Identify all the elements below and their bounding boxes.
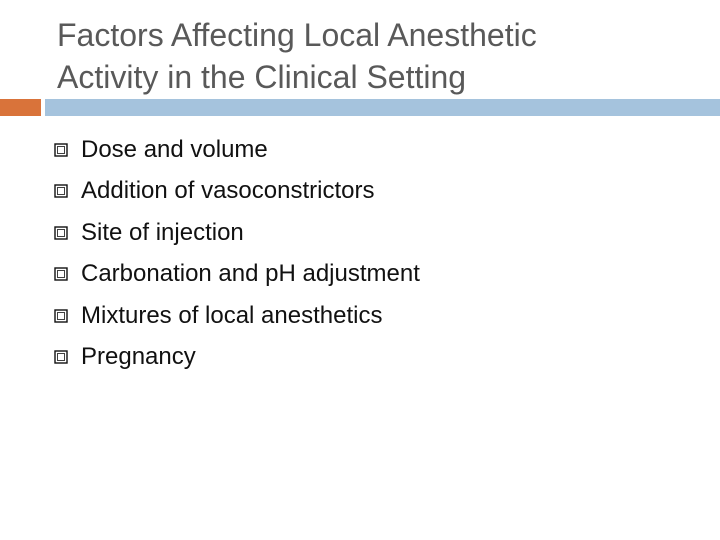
bullet-text: Carbonation and pH adjustment	[81, 260, 420, 288]
bullet-text: Mixtures of local anesthetics	[81, 301, 383, 329]
bullet-item	[54, 129, 420, 171]
slide-title	[57, 14, 697, 98]
hollow-square-icon	[54, 350, 68, 364]
hollow-square-icon	[54, 143, 68, 157]
bullet-item	[54, 295, 420, 337]
bullet-text: Addition of vasoconstrictors	[81, 177, 375, 205]
bullet-text: Pregnancy	[81, 343, 196, 371]
bullet-text: Dose and volume	[81, 135, 268, 163]
hollow-square-icon	[54, 184, 68, 198]
bullet-list	[54, 129, 420, 378]
slide-title-line-2: Activity in the Clinical Setting	[57, 59, 467, 95]
bullet-text: Site of injection	[81, 218, 244, 246]
slide-title-line-1: Factors Affecting Local Anesthetic	[57, 17, 537, 53]
title-underline-accent	[0, 99, 41, 116]
title-underline-bar	[45, 99, 720, 116]
hollow-square-icon	[54, 226, 68, 240]
hollow-square-icon	[54, 267, 68, 281]
bullet-item	[54, 254, 420, 296]
bullet-item	[54, 337, 420, 379]
bullet-item	[54, 171, 420, 213]
hollow-square-icon	[54, 309, 68, 323]
bullet-item	[54, 212, 420, 254]
